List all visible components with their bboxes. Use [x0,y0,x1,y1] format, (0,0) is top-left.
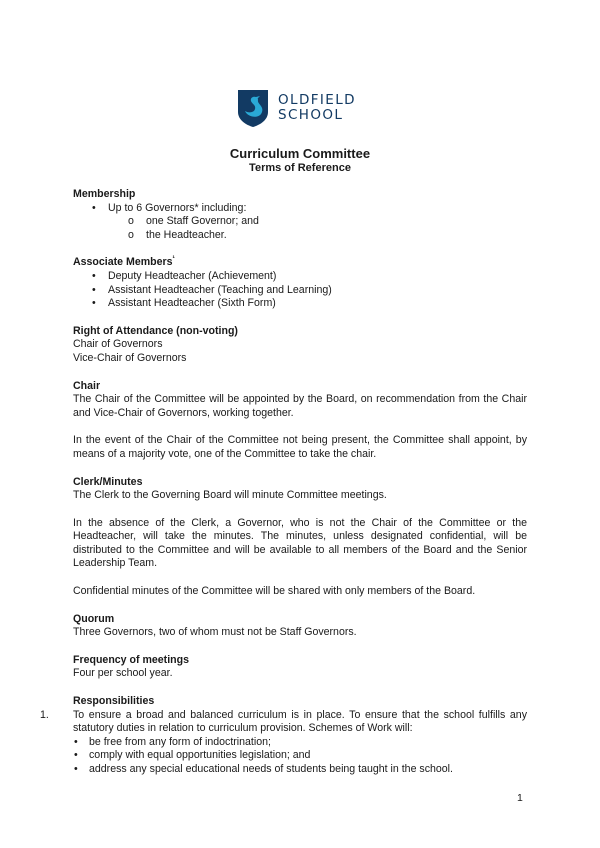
associate-heading [73,256,527,270]
associate-section [73,256,527,310]
logo-line-2: SCHOOL [278,107,344,123]
frequency-text: Four per school year. [73,667,173,680]
list-item [73,749,527,763]
page-number: 1 [517,792,523,804]
logo-wordmark [278,93,356,123]
responsibilities-heading: Responsibilities [73,695,155,708]
school-logo [236,88,356,128]
bullet-icon: • [74,749,78,762]
chair-paragraph-1: The Chair of the Committee will be appointed by the Board, on recommendation from the Chair and Vice-Chair of Governors, working together. [73,393,527,419]
bullet-icon: • [74,763,78,775]
logo-line-1: OLDFIELD [278,92,356,108]
list-item [73,202,527,216]
associate-item-text: Assistant Headteacher (Teaching and Learning) [108,283,332,296]
frequency-heading: Frequency of meetings [73,653,189,666]
responsibility-bullet-text: be free from any form of indoctrination; [89,735,271,748]
numbered-item [40,708,527,736]
bullet-icon: • [92,283,96,296]
quorum-text: Three Governors, two of whom must not be Staff Governors. [73,626,357,639]
page-subtitle: Terms of Reference [249,162,351,174]
list-item [73,215,527,229]
frequency-section [73,654,527,681]
swan-crest-icon [236,88,270,128]
bullet-icon: • [92,269,96,282]
chair-section [73,380,527,462]
responsibilities-section [40,695,527,777]
attendance-line: Chair of Governors [73,338,163,351]
quorum-section [73,613,527,640]
circle-bullet-icon: o [128,228,134,241]
list-item [73,736,527,750]
list-item [73,270,527,284]
membership-heading: Membership [73,188,136,200]
attendance-line: Vice-Chair of Governors [73,351,187,364]
attendance-heading: Right of Attendance (non-voting) [73,324,238,337]
membership-section [73,188,527,242]
membership-bullet-text: Up to 6 Governors* including: [108,201,247,214]
bullet-icon: • [92,201,96,214]
page-title: Curriculum Committee [229,146,371,161]
chair-paragraph-2: In the event of the Chair of the Committee not being present, the Committee shall appoint, by means of a majority vote, one of the Committee to take the chair. [73,434,527,460]
bullet-icon: • [92,297,96,310]
associate-item-text: Assistant Headteacher (Sixth Form) [108,297,276,310]
clerk-heading: Clerk/Minutes [73,475,143,488]
responsibility-bullet-text: comply with equal opportunities legislation; and [89,749,311,762]
document-body [40,188,527,777]
clerk-paragraph-2: In the absence of the Clerk, a Governor, who is not the Chair of the Committee or the Headteacher, will take the minutes. The minutes, unless designated confidential, will be distributed to the Committee and will be available to all members of the Board and the Senior Leadership Team. [73,516,527,570]
membership-sub-text: one Staff Governor; and [146,215,259,228]
associate-item-text: Deputy Headteacher (Achievement) [108,269,277,282]
quorum-heading: Quorum [73,612,115,625]
circle-bullet-icon: o [128,215,134,228]
associate-heading-text: Associate Members [73,256,173,269]
list-item [73,229,527,243]
list-item [73,763,527,777]
responsibility-bullet-text: address any special educational needs of students being taught in the school. [89,763,453,775]
item-number: 1. [40,708,49,721]
attendance-section [73,325,527,366]
bullet-icon: • [74,735,78,748]
clerk-paragraph-1: The Clerk to the Governing Board will minute Committee meetings. [73,489,387,502]
list-item [73,297,527,311]
responsibility-text: To ensure a broad and balanced curriculum is in place. To ensure that the school fulfills any statutory duties in relation to curriculum provision. Schemes of Work will: [73,708,527,735]
membership-sub-text: the Headteacher. [146,228,227,241]
chair-heading: Chair [73,379,101,392]
footnote-marker: ¹ [172,255,175,263]
clerk-paragraph-3: Confidential minutes of the Committee will be shared with only members of the Board. [73,585,476,598]
list-item [73,284,527,298]
clerk-section [73,476,527,599]
